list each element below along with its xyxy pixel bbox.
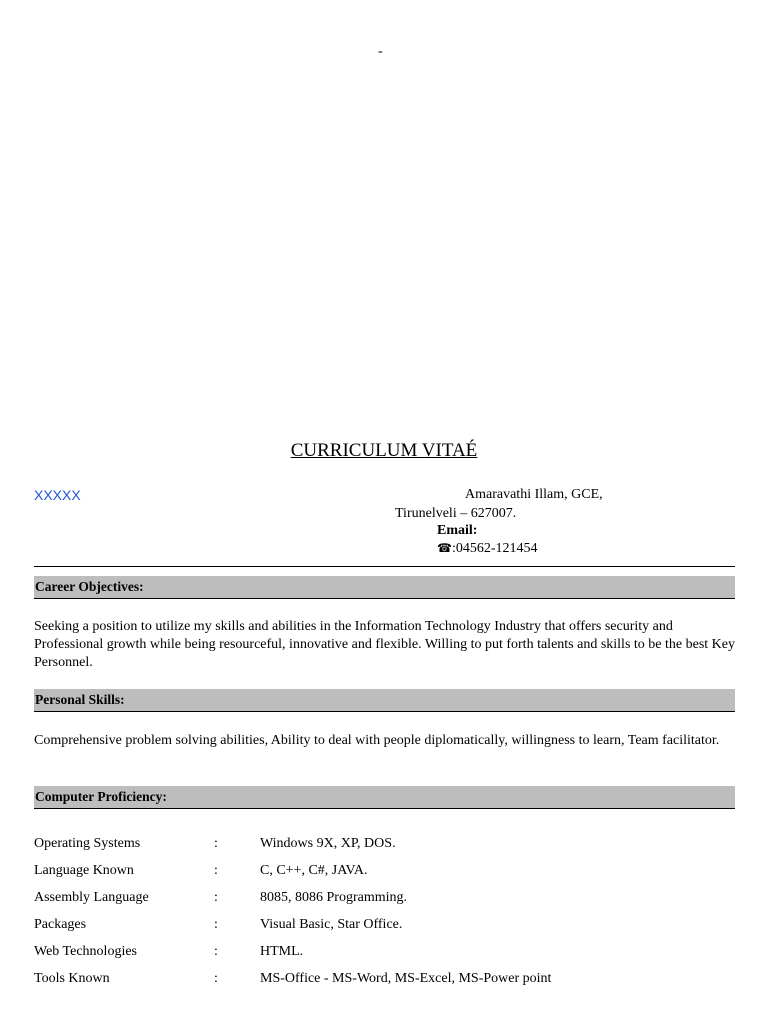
proficiency-label: Operating Systems (34, 836, 141, 851)
phone-line (437, 541, 538, 557)
proficiency-separator: : (214, 944, 218, 959)
proficiency-label: Web Technologies (34, 944, 137, 959)
address-line-1: Amaravathi Illam, GCE, (465, 487, 603, 502)
proficiency-separator: : (214, 971, 218, 986)
proficiency-label: Assembly Language (34, 890, 149, 905)
proficiency-label: Language Known (34, 863, 134, 878)
section-heading-career: Career Objectives: (34, 576, 735, 599)
email-label: Email: (437, 523, 478, 538)
address-line-2: Tirunelveli – 627007. (395, 506, 517, 521)
personal-skills-text: Comprehensive problem solving abilities, Ability to deal with people diplomatically, willingness to learn, Team facilitator. (34, 733, 720, 748)
proficiency-label: Packages (34, 917, 87, 932)
top-mark: - (378, 44, 383, 59)
phone-number: :04562-121454 (451, 541, 538, 556)
proficiency-value: HTML. (260, 944, 304, 959)
section-heading-computer: Computer Proficiency: (34, 786, 735, 809)
proficiency-value: Windows 9X, XP, DOS. (260, 836, 396, 851)
proficiency-value: MS-Office - MS-Word, MS-Excel, MS-Power point (260, 971, 552, 986)
proficiency-separator: : (214, 890, 218, 905)
proficiency-separator: : (214, 917, 218, 932)
proficiency-value: C, C++, C#, JAVA. (260, 863, 368, 878)
proficiency-separator: : (214, 863, 218, 878)
phone-icon: ☎ (437, 541, 452, 555)
proficiency-value: 8085, 8086 Programming. (260, 890, 407, 905)
career-objectives-text: Seeking a position to utilize my skills and abilities in the Information Technology Industry that offers security and Professional growth while being resourceful, innovative and flexible. Willing to put forth talents and skills to be the best Key Personnel. (34, 619, 735, 670)
header-divider (34, 566, 735, 567)
proficiency-value: Visual Basic, Star Office. (260, 917, 403, 932)
proficiency-label: Tools Known (34, 971, 110, 986)
section-heading-skills: Personal Skills: (34, 689, 735, 712)
page-title: CURRICULUM VITAÉ (290, 440, 478, 461)
proficiency-separator: : (214, 836, 218, 851)
candidate-name: XXXXX (34, 487, 81, 503)
